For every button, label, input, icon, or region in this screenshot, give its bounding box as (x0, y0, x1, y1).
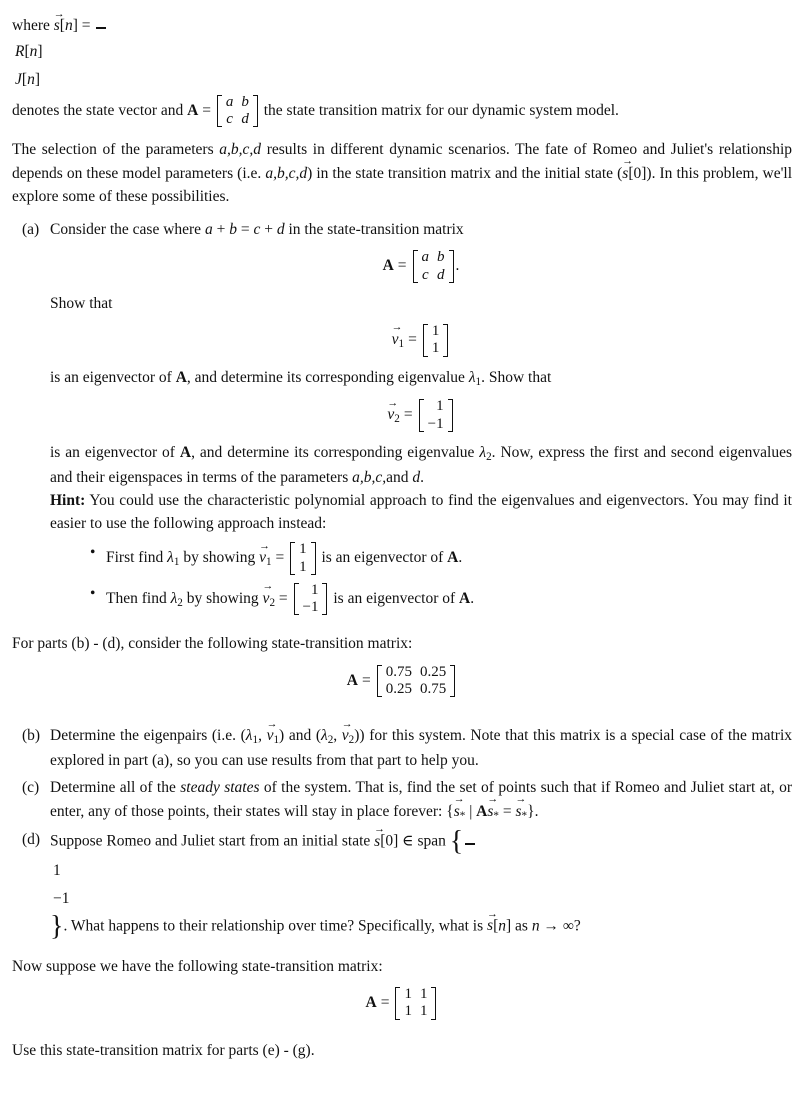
list-item: • Then find $\lambda_2$ by showing → $v_2$ = 1 −1 is an eigenvector of A. (106, 582, 792, 617)
part-b: (b) Determine the eigenpairs (i.e. ($\lambda_1$, → $v_1$) and ($\lambda_2$, → $v_2$)) for this system. Note that this matrix is a special case of the matrix explored in part (a), so you can use results from that part to help you. (12, 724, 792, 772)
part-c: (c) Determine all of the steady states of the system. That is, find the set of points such that if Romeo and Juliet start at, or enter, any of those points, their states will stay in place forever: {→ $s_*$ | $A\to s_*$ = → $s_*$}. (12, 776, 792, 824)
abcd-matrix: a b c d (217, 94, 258, 129)
matrix-a-display: A = a b c d . (382, 249, 460, 283)
v1-display: → $v_1$ = 1 1 (50, 323, 792, 358)
hint-list (50, 541, 792, 616)
page: where → s[n] = R[n] J[n] denotes the state vector and A = a b c d the state transition matrix for our dynamic system model. The selection of the parameters a,b,c,d results in different dynamic scenarios. The fate of Romeo and Juliet's relationship depends on these model parameters (i.e. a,b,c,d) in the state transition matrix and the initial state (→ s[0]). In this problem, we'll explore some of these possibilities. (a) Consider the case where a + b = c + d in the state-transition matrix A = a b c d . Show that → $v_1$ = 1 1 is an eigenvector of A, and determine its corresponding eigenvalue $\lambda_1$. Show that → $v_2$ = 1 −1 is an eigenvector of A, and determine its corresponding eigenvalue $\lambda_2$. Now, express the first and second eigenvalues and their eigenspaces in terms of the parameters a,b,c,and d. Hint: You could use the characteristic polynomial approach to find the eigenvalues and eigenvectors. You may find it easier to use the following approach instead: • First find $\lambda_1$ by showing → $v_1$ = 1 1 is an eigenvector of A. • Then find $\lambda_2$ by showing → $v_2$ = 1 −1 is an eigenvector of A. For parts (b) - (d), consider the following state-transition matrix: A = 0.75 0.25 0.25 0.75 (b) Determine the eigenpairs (i.e. ($\lambda_1$, → $v_1$) and ($\lambda_2$, → $v_2$)) for this system. Note that this matrix is a special case of the matrix explored in part (a), so you can use results from that part to help you. (c) Determine all of the steady states of the system. That is, find the set of points such that if Romeo and Juliet start at, or enter, any of those points, their states will stay in place forever: {→ $s_*$ | $A\to s_*$ = → $s_*$}. (d) Suppose Romeo and Juliet start from an initial state → s[0] ∈ span { 1 −1 }. What happens to their relationship over time? Specifically, what is → s[n] as n → ∞? Now suppose we have the following state-transition matrix: A = 1 1 1 1 Use this state-transition matrix for parts (e) - (g). (12, 14, 792, 1062)
parts-eg-intro: Now suppose we have the following state-transition matrix: (12, 957, 383, 975)
list-item: • First find $\lambda_1$ by showing → $v_1$ = 1 1 is an eigenvector of A. (106, 541, 792, 576)
v2-display: → $v_2$ = 1 −1 (50, 398, 792, 433)
matrix-eg-display: A = 1 1 1 1 (12, 986, 792, 1021)
intro-paragraph: where → s[n] = (12, 14, 792, 37)
parts-eg-outro: Use this state-transition matrix for parts (e) - (g). (12, 1041, 315, 1059)
part-d: (d) Suppose Romeo and Juliet start from an initial state → s[0] ∈ span { 1 −1 }. What happens to their relationship over time? Specifically, what is → s[n] as n → ∞? (12, 828, 792, 941)
parameters-paragraph: The selection of the parameters a,b,c,d results in different dynamic scenarios. The fate of Romeo and Juliet's relationship depends on these model parameters (i.e. a,b,c,d) in the state transition matrix and the initial state (→ s[0]). In this problem, we'll explore some of these possibilities. (12, 138, 792, 208)
parts-bd-intro: For parts (b) - (d), consider the following state-transition matrix: (12, 635, 413, 653)
part-a: (a) Consider the case where a + b = c + d in the state-transition matrix A = a b c d . Show that → $v_1$ = 1 1 is an eigenvector of A, and determine its corresponding eigenvalue $\lambda_1$. Show that → $v_2$ = 1 −1 is an eigenvector of A, and determine its corresponding eigenvalue $\lambda_2$. Now, express the first and second eigenvalues and their eigenspaces in terms of the parameters a,b,c,and d. Hint: You could use the characteristic polynomial approach to find the eigenvalues and eigenvectors. You may find it easier to use the following approach instead: • First find $\lambda_1$ by showing → $v_1$ = 1 1 is an eigenvector of A. • Then find $\lambda_2$ by showing → $v_2$ = 1 −1 is an eigenvector of A. (12, 218, 792, 616)
matrix-bd-display: A = 0.75 0.25 0.25 0.75 (12, 664, 792, 699)
